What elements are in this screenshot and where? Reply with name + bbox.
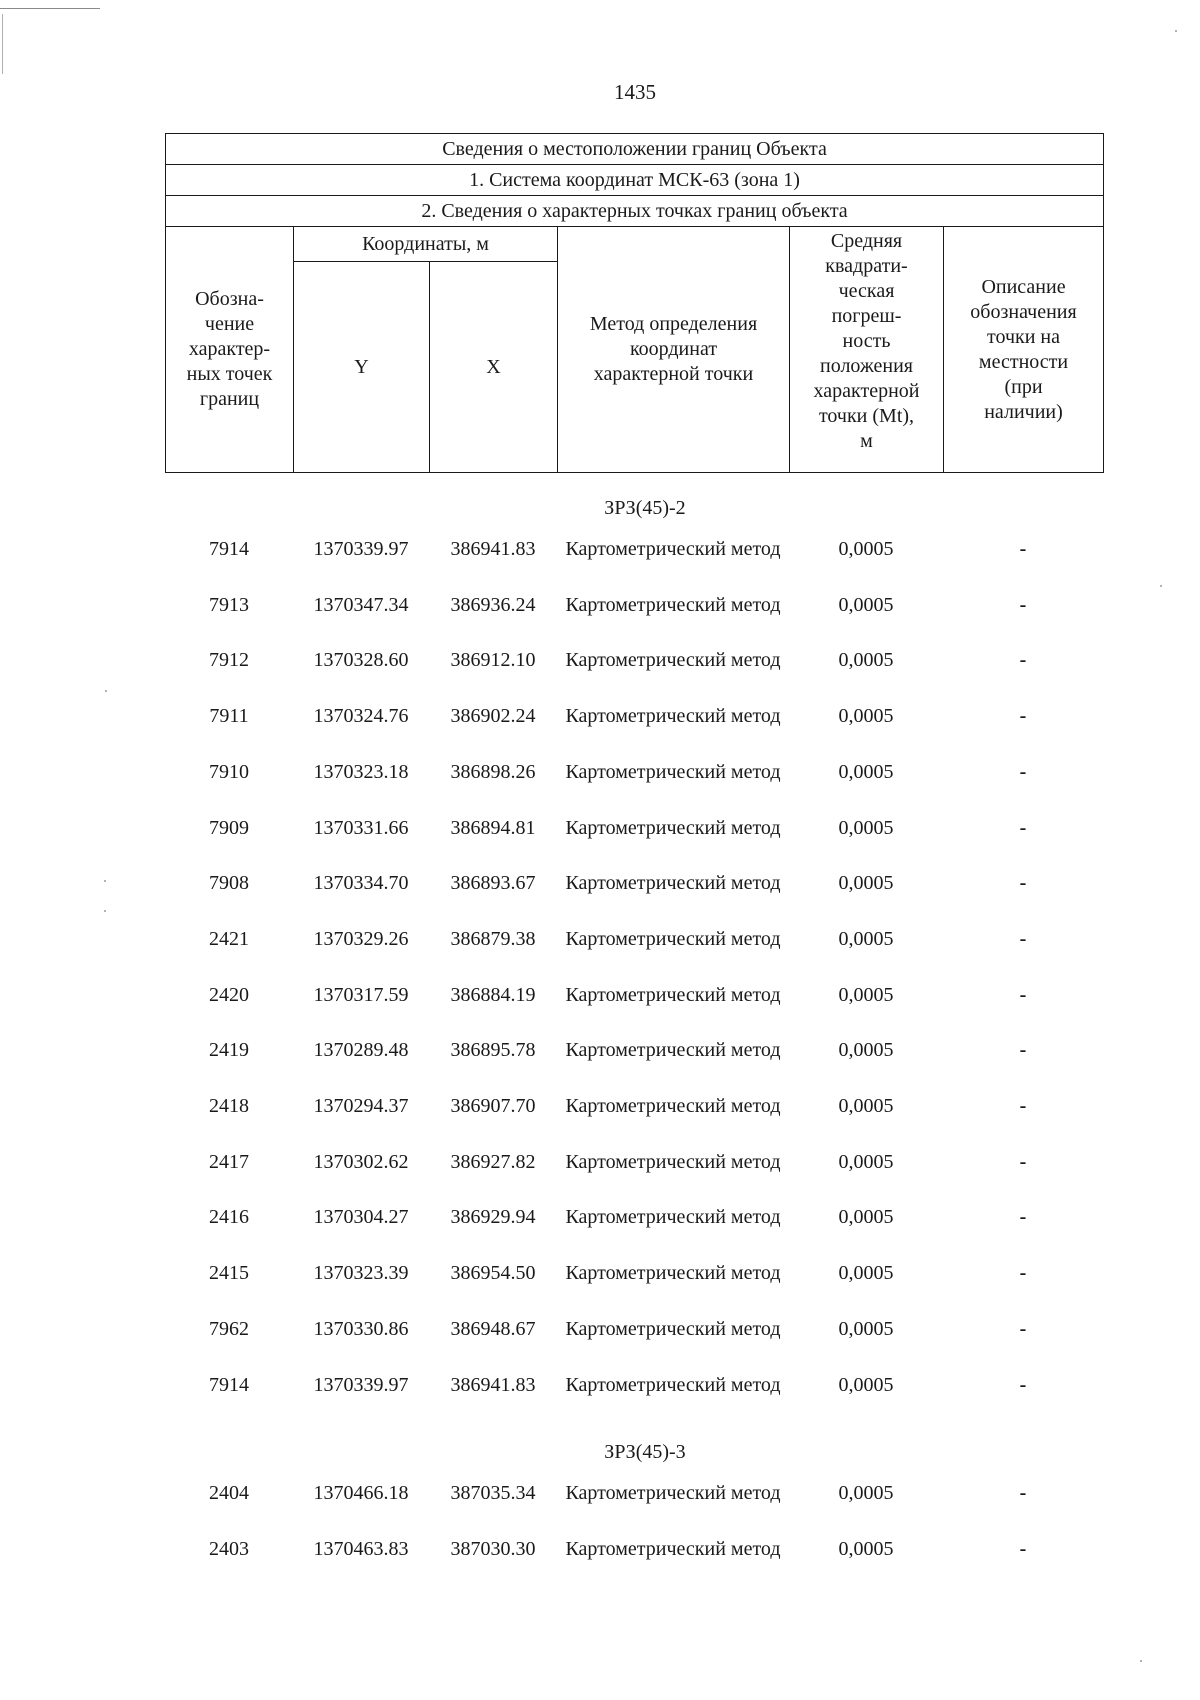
coord-y: 1370330.86: [313, 1317, 409, 1340]
coord-y: 1370323.18: [313, 760, 409, 783]
points-section-title: 2. Сведения о характерных точках границ объекта: [166, 196, 1104, 227]
method: Картометрический метод: [565, 1482, 781, 1504]
coord-y: 1370324.76: [313, 705, 409, 728]
coord-y: 1370328.60: [313, 649, 409, 672]
section-label: ЗРЗ(45)-3: [604, 1441, 686, 1463]
coord-y: 1370339.97: [313, 538, 409, 560]
method: Картометрический метод: [565, 1206, 781, 1229]
point-id: 2403: [209, 1537, 249, 1560]
error-value: 0,0005: [838, 1206, 894, 1229]
coord-x: 386884.19: [450, 983, 536, 1006]
scan-speck: [1160, 585, 1162, 587]
coord-x: 386948.67: [450, 1317, 536, 1340]
method: Картометрический метод: [565, 816, 781, 839]
coord-x: 386929.94: [450, 1206, 536, 1229]
col-header-method: Метод определения координат характерной точки: [558, 227, 790, 473]
table-row: [165, 646, 1103, 702]
point-id: 2420: [209, 983, 249, 1006]
point-id: 2417: [209, 1150, 249, 1173]
scan-speck: [104, 880, 106, 882]
point-id: 7910: [209, 760, 249, 783]
description: -: [1019, 1373, 1027, 1396]
table-row: [165, 1371, 1103, 1427]
table-row: [165, 869, 1103, 925]
coord-x: 386941.83: [450, 1373, 536, 1396]
description: -: [1019, 816, 1027, 839]
scan-edge-mark: [0, 8, 100, 9]
table-row: [165, 1092, 1103, 1148]
scan-speck: [104, 910, 106, 912]
coord-x: 386936.24: [450, 593, 536, 616]
table-row: [165, 1259, 1103, 1315]
coord-y: 1370323.39: [313, 1262, 409, 1285]
coord-x: 387030.30: [450, 1537, 536, 1560]
point-id: 2421: [209, 927, 249, 950]
coord-y: 1370347.34: [313, 593, 409, 616]
method: Картометрический метод: [565, 1095, 781, 1117]
col-header-point-id: Обозна- чение характер- ных точек границ: [166, 227, 294, 473]
point-id: 7962: [209, 1317, 249, 1340]
point-id: 7911: [209, 705, 249, 728]
description: -: [1019, 927, 1027, 950]
col-header-y: Y: [294, 262, 430, 473]
coord-x: 386893.67: [450, 872, 536, 895]
description: -: [1019, 1206, 1027, 1229]
method: Картометрический метод: [565, 1373, 781, 1396]
description: -: [1019, 1095, 1027, 1117]
scan-speck: [1140, 1660, 1142, 1662]
point-id: 2419: [209, 1039, 249, 1062]
coordinates-header-table: [165, 133, 1104, 473]
error-value: 0,0005: [838, 872, 894, 895]
method: Картометрический метод: [565, 538, 781, 560]
method: Картометрический метод: [565, 872, 781, 895]
description: -: [1019, 983, 1027, 1006]
coord-y: 1370331.66: [313, 816, 409, 839]
section-label: ЗРЗ(45)-2: [604, 497, 686, 519]
method: Картометрический метод: [565, 1039, 781, 1062]
description: -: [1019, 1150, 1027, 1173]
description: -: [1019, 1482, 1027, 1504]
table-row: [165, 1535, 1103, 1591]
description: -: [1019, 872, 1027, 895]
coord-x: 386941.83: [450, 538, 536, 560]
col-header-error: Средняя квадрати- ческая погреш- ность положения характерной точки (Mt), м: [790, 227, 944, 473]
description: -: [1019, 1262, 1027, 1285]
error-value: 0,0005: [838, 649, 894, 672]
point-id: 7912: [209, 649, 249, 672]
coord-y: 1370304.27: [313, 1206, 409, 1229]
table-row: [165, 1203, 1103, 1259]
point-id: 7914: [209, 538, 249, 560]
method: Картометрический метод: [565, 593, 781, 616]
scan-edge-mark: [2, 14, 3, 74]
table-row: [165, 1148, 1103, 1204]
description: -: [1019, 538, 1027, 560]
coord-x: 386912.10: [450, 649, 536, 672]
point-id: 2416: [209, 1206, 249, 1229]
error-value: 0,0005: [838, 1039, 894, 1062]
method: Картометрический метод: [565, 705, 781, 728]
error-value: 0,0005: [838, 1150, 894, 1173]
error-value: 0,0005: [838, 927, 894, 950]
error-value: 0,0005: [838, 1373, 894, 1396]
method: Картометрический метод: [565, 1150, 781, 1173]
coord-y: 1370289.48: [313, 1039, 409, 1062]
method: Картометрический метод: [565, 1537, 781, 1560]
point-id: 7913: [209, 593, 249, 616]
description: -: [1019, 593, 1027, 616]
error-value: 0,0005: [838, 816, 894, 839]
method: Картометрический метод: [565, 1317, 781, 1340]
point-id: 7914: [209, 1373, 249, 1396]
coord-y: 1370329.26: [313, 927, 409, 950]
table-row: [165, 981, 1103, 1037]
table-title: Сведения о местоположении границ Объекта: [166, 134, 1104, 165]
method: Картометрический метод: [565, 927, 781, 950]
error-value: 0,0005: [838, 983, 894, 1006]
error-value: 0,0005: [838, 593, 894, 616]
coord-y: 1370317.59: [313, 983, 409, 1006]
method: Картометрический метод: [565, 649, 781, 672]
page-number: 1435: [614, 80, 656, 104]
coord-x: 386954.50: [450, 1262, 536, 1285]
table-row: [165, 702, 1103, 758]
error-value: 0,0005: [838, 538, 894, 560]
scan-speck: [105, 690, 107, 692]
description: -: [1019, 705, 1027, 728]
error-value: 0,0005: [838, 705, 894, 728]
error-value: 0,0005: [838, 1317, 894, 1340]
table-row: [165, 591, 1103, 647]
description: -: [1019, 760, 1027, 783]
col-header-coordinates: Координаты, м: [294, 227, 558, 262]
coord-x: 386879.38: [450, 927, 536, 950]
table-row: [165, 535, 1103, 591]
col-header-x: X: [430, 262, 558, 473]
point-id: 2418: [209, 1095, 249, 1117]
coord-x: 387035.34: [450, 1482, 536, 1504]
error-value: 0,0005: [838, 1095, 894, 1117]
table-row: [165, 814, 1103, 870]
table-row: [165, 1036, 1103, 1092]
coord-y: 1370334.70: [313, 872, 409, 895]
point-id: 7908: [209, 872, 249, 895]
description: -: [1019, 649, 1027, 672]
coord-x: 386902.24: [450, 705, 536, 728]
table-row: [165, 758, 1103, 814]
point-id: 2404: [209, 1482, 249, 1504]
coord-x: 386927.82: [450, 1150, 536, 1173]
method: Картометрический метод: [565, 983, 781, 1006]
method: Картометрический метод: [565, 1262, 781, 1285]
coord-y: 1370466.18: [313, 1482, 409, 1504]
table-row: [165, 1479, 1103, 1535]
description: -: [1019, 1039, 1027, 1062]
coord-x: 386907.70: [450, 1095, 536, 1117]
point-id: 2415: [209, 1262, 249, 1285]
coord-y: 1370463.83: [313, 1537, 409, 1560]
table-row: [165, 925, 1103, 981]
coord-x: 386895.78: [450, 1039, 536, 1062]
coord-y: 1370294.37: [313, 1095, 409, 1117]
error-value: 0,0005: [838, 1262, 894, 1285]
scan-speck: [1175, 30, 1177, 32]
coord-x: 386894.81: [450, 816, 536, 839]
method: Картометрический метод: [565, 760, 781, 783]
coord-y: 1370339.97: [313, 1373, 409, 1396]
error-value: 0,0005: [838, 760, 894, 783]
table-row: [165, 1315, 1103, 1371]
coordinate-system: 1. Система координат МСК-63 (зона 1): [166, 165, 1104, 196]
description: -: [1019, 1317, 1027, 1340]
error-value: 0,0005: [838, 1537, 894, 1560]
point-id: 7909: [209, 816, 249, 839]
col-header-description: Описание обозначения точки на местности (при наличии): [944, 227, 1104, 473]
coord-x: 386898.26: [450, 760, 536, 783]
description: -: [1019, 1537, 1027, 1560]
coord-y: 1370302.62: [313, 1150, 409, 1173]
error-value: 0,0005: [838, 1482, 894, 1504]
